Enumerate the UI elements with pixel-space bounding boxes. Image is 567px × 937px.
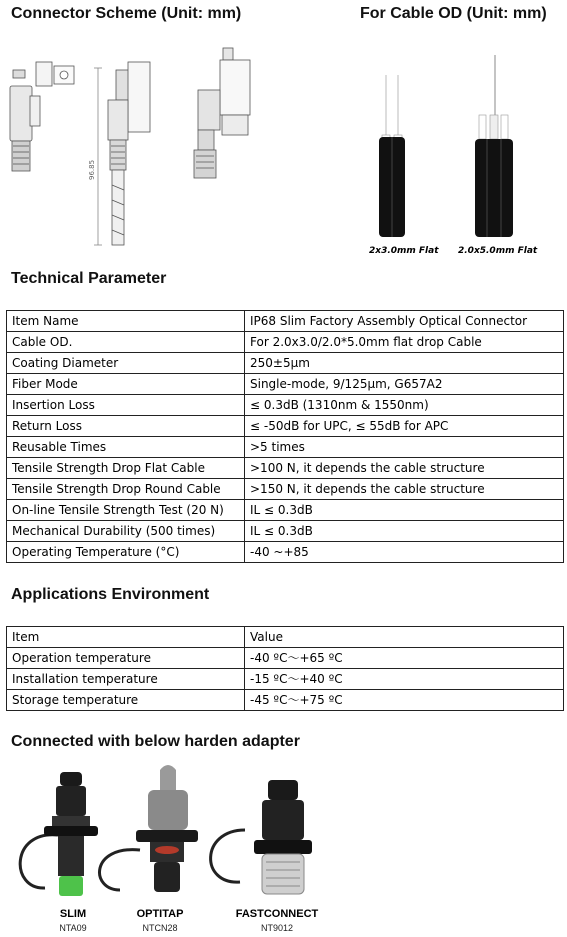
technical-row (7, 374, 564, 395)
adapter-name-fastconnect: FASTCONNECT (235, 908, 319, 920)
applications-environment-table (6, 626, 564, 711)
parameter-name-cell: Fiber Mode (7, 374, 245, 395)
parameter-name-cell: On-line Tensile Strength Test (20 N) (7, 500, 245, 521)
adapters-heading: Connected with below harden adapter (11, 733, 300, 750)
parameter-value-cell: IL ≤ 0.3dB (245, 521, 564, 542)
parameter-name-cell: Tensile Strength Drop Flat Cable (7, 458, 245, 479)
technical-row (7, 437, 564, 458)
technical-row (7, 395, 564, 416)
adapter-name-optitap: OPTITAP (136, 908, 184, 920)
connector-length-view (94, 62, 150, 245)
slim-adapter-image (20, 772, 98, 896)
parameter-value-cell: IP68 Slim Factory Assembly Optical Connector (245, 311, 564, 332)
cable-od-heading: For Cable OD (Unit: mm) (360, 5, 547, 22)
dimension-label: 96.85 (88, 159, 96, 180)
fastconnect-adapter-image (211, 780, 312, 894)
adapter-code-optitap: NTCN28 (142, 923, 178, 933)
parameter-value-cell: ≤ 0.3dB (1310nm & 1550nm) (245, 395, 564, 416)
environment-row (7, 627, 564, 648)
parameter-name-cell: Storage temperature (7, 690, 245, 711)
technical-row (7, 500, 564, 521)
adapter-code-fastconnect: NT9012 (260, 923, 294, 933)
parameter-value-cell: 250±5μm (245, 353, 564, 374)
parameter-value-cell: >5 times (245, 437, 564, 458)
cable-caption-2: 2.0x5.0mm Flat (458, 246, 538, 256)
connector-scheme-heading: Connector Scheme (Unit: mm) (11, 5, 242, 22)
technical-row (7, 311, 564, 332)
connector-end-view (194, 48, 250, 178)
parameter-value-cell: Value (245, 627, 564, 648)
applications-environment-heading: Applications Environment (11, 586, 210, 603)
technical-row (7, 416, 564, 437)
technical-row (7, 458, 564, 479)
environment-row (7, 669, 564, 690)
technical-row (7, 521, 564, 542)
flat-cable-2x3 (379, 75, 405, 237)
adapter-images (0, 760, 567, 910)
parameter-name-cell: Cable OD. (7, 332, 245, 353)
parameter-value-cell: -45 ºC～+75 ºC (245, 690, 564, 711)
parameter-value-cell: IL ≤ 0.3dB (245, 500, 564, 521)
technical-row (7, 479, 564, 500)
technical-row (7, 332, 564, 353)
connector-side-view (10, 62, 74, 171)
parameter-value-cell: Single-mode, 9/125μm, G657A2 (245, 374, 564, 395)
adapter-name-slim: SLIM (59, 908, 87, 920)
technical-row (7, 542, 564, 563)
parameter-value-cell: ≤ -50dB for UPC, ≤ 55dB for APC (245, 416, 564, 437)
adapter-code-slim: NTA09 (59, 923, 87, 933)
parameter-name-cell: Item Name (7, 311, 245, 332)
parameter-name-cell: Coating Diameter (7, 353, 245, 374)
parameter-name-cell: Operation temperature (7, 648, 245, 669)
technical-row (7, 353, 564, 374)
parameter-value-cell: -15 ºC～+40 ºC (245, 669, 564, 690)
parameter-value-cell: -40 ºC～+65 ºC (245, 648, 564, 669)
parameter-name-cell: Insertion Loss (7, 395, 245, 416)
parameter-name-cell: Operating Temperature (°C) (7, 542, 245, 563)
parameter-name-cell: Mechanical Durability (500 times) (7, 521, 245, 542)
flat-cable-2x5 (475, 55, 513, 237)
technical-parameter-heading: Technical Parameter (11, 270, 167, 287)
parameter-value-cell: >150 N, it depends the cable structure (245, 479, 564, 500)
parameter-value-cell: For 2.0x3.0/2.0*5.0mm flat drop Cable (245, 332, 564, 353)
environment-row (7, 648, 564, 669)
parameter-name-cell: Reusable Times (7, 437, 245, 458)
cable-od-drawing (360, 55, 560, 245)
optitap-adapter-image (100, 765, 198, 892)
parameter-value-cell: >100 N, it depends the cable structure (245, 458, 564, 479)
technical-parameter-table (6, 310, 564, 563)
parameter-name-cell: Item (7, 627, 245, 648)
parameter-name-cell: Return Loss (7, 416, 245, 437)
environment-row (7, 690, 564, 711)
cable-caption-1: 2x3.0mm Flat (369, 246, 439, 256)
connector-scheme-drawing (8, 40, 278, 265)
parameter-value-cell: -40 ~+85 (245, 542, 564, 563)
parameter-name-cell: Installation temperature (7, 669, 245, 690)
parameter-name-cell: Tensile Strength Drop Round Cable (7, 479, 245, 500)
